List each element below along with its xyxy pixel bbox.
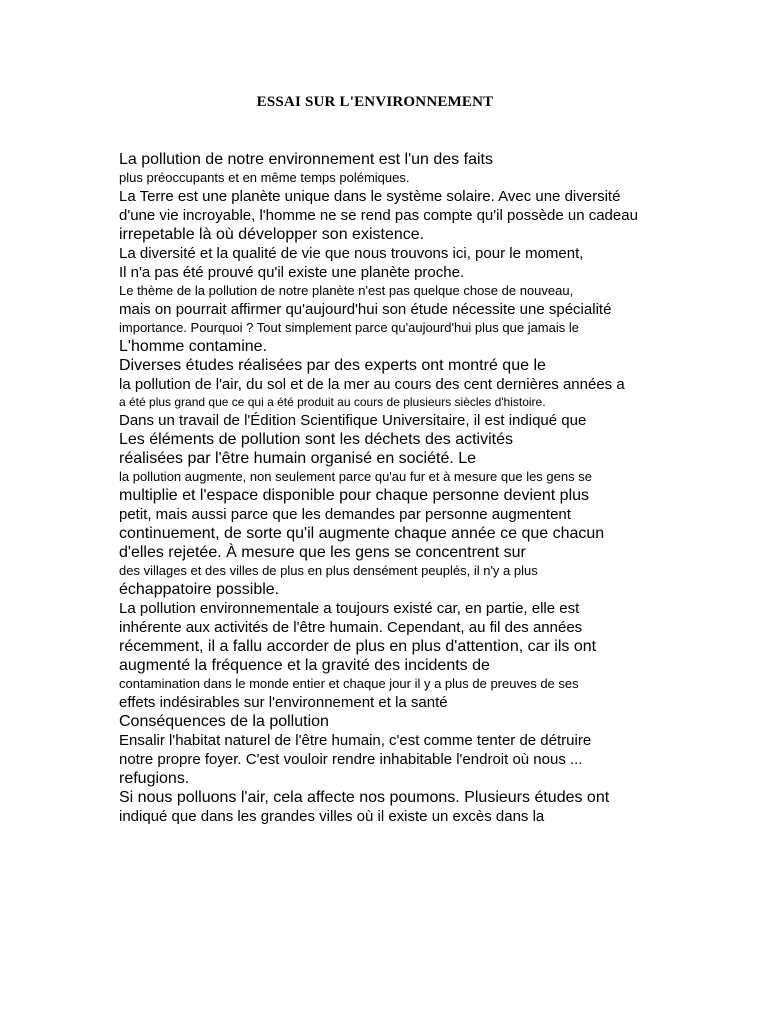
body-line: La pollution environnementale a toujours existé car, en partie, elle est [119,600,580,617]
body-line: irrepetable là où développer son existence. [119,226,425,243]
body-line: continuement, de sorte qu'il augmente chaque année ce que chacun [119,525,605,542]
body-line: notre propre foyer. C'est vouloir rendre inhabitable l'endroit où nous ... [119,751,583,768]
body-line: mais on pourrait affirmer qu'aujourd'hui son étude nécessite une spécialité [119,301,612,318]
body-line: La diversité et la qualité de vie que nous trouvons ici, pour le moment, [119,245,584,262]
body-line: réalisées par l'être humain organisé en société. Le [119,450,477,467]
body-line: Le thème de la pollution de notre planète n'est pas quelque chose de nouveau, [119,283,574,298]
body-line: Si nous polluons l'air, cela affecte nos poumons. Plusieurs études ont [119,789,610,806]
body-line: la pollution de l'air, du sol et de la mer au cours des cent dernières années a [119,376,625,393]
body-line: augmenté la fréquence et la gravité des incidents de [119,657,490,674]
body-line: multiplie et l'espace disponible pour chaque personne devient plus [119,487,590,504]
body-line: contamination dans le monde entier et chaque jour il y a plus de preuves de ses [119,676,579,691]
body-line: échappatoire possible. [119,581,280,598]
body-line: Ensalir l'habitat naturel de l'être humain, c'est comme tenter de détruire [119,732,592,749]
document-title: ESSAI SUR L'ENVIRONNEMENT [256,94,494,110]
body-line: refugions. [119,770,190,787]
body-line: indiqué que dans les grandes villes où il existe un excès dans la [119,808,545,825]
body-line: petit, mais aussi parce que les demandes par personne augmentent [119,506,571,523]
body-line: importance. Pourquoi ? Tout simplement parce qu'aujourd'hui plus que jamais le [119,320,579,335]
body-line: effets indésirables sur l'environnement et la santé [119,694,448,711]
body-line: Dans un travail de l'Édition Scientifique Universitaire, il est indiqué que [119,412,587,429]
document-body [119,150,719,826]
body-line: a été plus grand que ce qui a été produit au cours de plusieurs siècles d'histoire. [119,395,546,409]
body-line: des villages et des villes de plus en plus densément peuplés, il n'y a plus [119,563,538,578]
body-line: L'homme contamine. [119,338,268,355]
body-line: la pollution augmente, non seulement parce qu'au fur et à mesure que les gens se [119,469,592,484]
body-line: récemment, il a fallu accorder de plus en plus d'attention, car ils ont [119,638,597,655]
body-line: La Terre est une planète unique dans le système solaire. Avec une diversité [119,188,621,205]
body-line: d'une vie incroyable, l'homme ne se rend pas compte qu'il possède un cadeau [119,207,638,224]
body-line: Il n'a pas été prouvé qu'il existe une planète proche. [119,264,465,281]
body-line: La pollution de notre environnement est l'un des faits [119,151,493,168]
body-line: Diverses études réalisées par des experts ont montré que le [119,357,546,374]
body-line: inhérente aux activités de l'être humain. Cependant, au fil des années [119,619,583,636]
body-line: plus préoccupants et en même temps polémiques. [119,170,410,185]
body-line: Conséquences de la pollution [119,713,329,730]
body-line: Les éléments de pollution sont les déchets des activités [119,431,514,448]
body-line: d'elles rejetée. À mesure que les gens se concentrent sur [119,544,526,561]
